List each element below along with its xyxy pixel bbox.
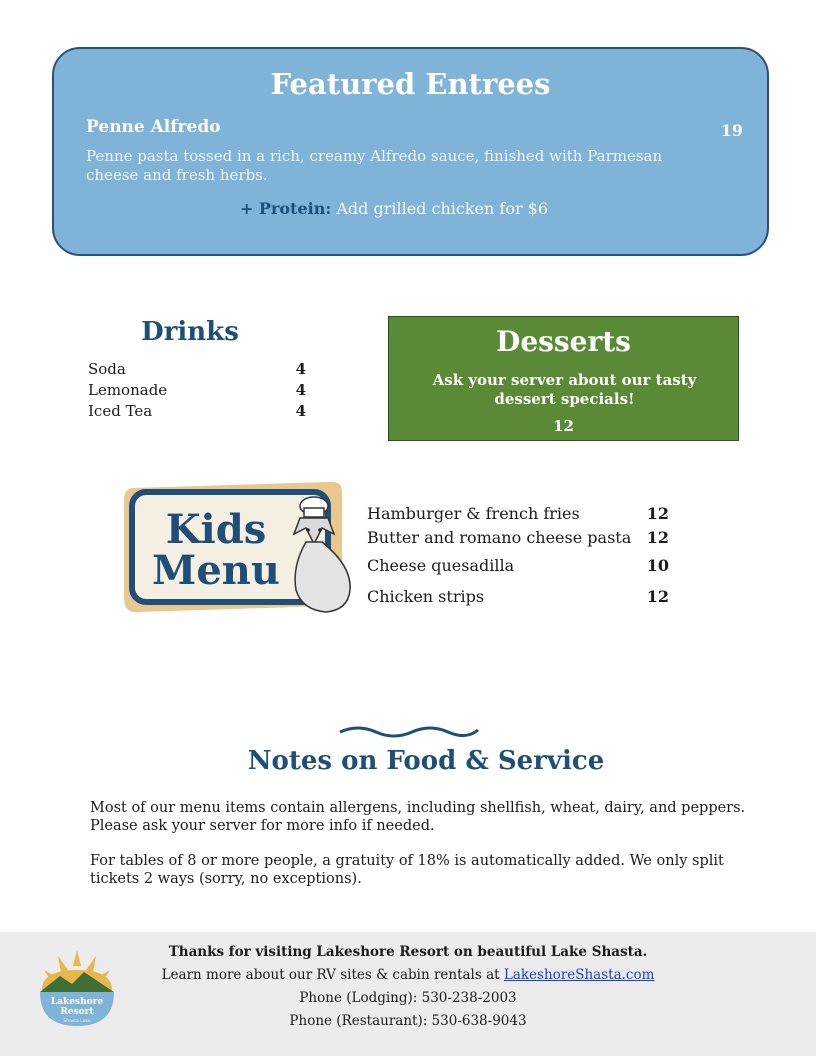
kids-item-name: Butter and romano cheese pasta bbox=[367, 528, 632, 547]
drink-name: Iced Tea bbox=[88, 402, 153, 420]
kids-item bbox=[367, 587, 669, 609]
website-link[interactable]: LakeshoreShasta.com bbox=[503, 967, 655, 983]
entree-price: 19 bbox=[720, 121, 743, 140]
footer-learn-more bbox=[0, 967, 816, 983]
kids-item-price: 12 bbox=[646, 504, 669, 523]
resort-logo-line2: Resort bbox=[60, 1007, 94, 1017]
featured-title: Featured Entrees bbox=[270, 67, 551, 101]
footer-thanks: Thanks for visiting Lakeshore Resort on beautiful Lake Shasta. bbox=[168, 944, 648, 960]
protein-addon bbox=[54, 199, 734, 218]
drink-item bbox=[88, 360, 306, 380]
phone-restaurant: Phone (Restaurant): 530-638-9043 bbox=[289, 1013, 527, 1029]
notes-paragraph: Most of our menu items contain allergens, including shellfish, wheat, dairy, and peppers. Please ask your server for more info if needed. bbox=[90, 800, 746, 834]
kids-item-price: 10 bbox=[646, 556, 669, 575]
wave-divider-icon bbox=[338, 724, 480, 742]
desserts-box bbox=[388, 316, 739, 441]
kids-item bbox=[367, 528, 669, 550]
notes-paragraph: For tables of 8 or more people, a gratuity of 18% is automatically added. We only split tickets 2 ways (sorry, no exceptions). bbox=[90, 853, 724, 887]
drink-price: 4 bbox=[295, 381, 306, 399]
desserts-price: 12 bbox=[553, 417, 574, 435]
resort-logo-line1: Lakeshore bbox=[50, 997, 104, 1007]
kids-item bbox=[367, 504, 669, 526]
lakeshore-resort-logo bbox=[38, 948, 116, 1028]
notes-title: Notes on Food & Service bbox=[247, 746, 605, 776]
resort-logo-line3: Shasta Lake bbox=[63, 1019, 91, 1024]
kids-logo-line1: Kids bbox=[165, 506, 267, 553]
kids-item bbox=[367, 556, 669, 578]
drink-name: Lemonade bbox=[88, 381, 168, 399]
drink-name: Soda bbox=[88, 360, 126, 378]
desserts-text: Ask your server about our tasty dessert specials! bbox=[432, 371, 697, 408]
phone-lodging: Phone (Lodging): 530-238-2003 bbox=[299, 990, 517, 1006]
kids-logo-line2: Menu bbox=[152, 547, 280, 594]
kids-item-name: Cheese quesadilla bbox=[367, 556, 515, 575]
featured-entrees-box bbox=[52, 47, 769, 256]
kids-item-name: Chicken strips bbox=[367, 587, 485, 606]
entree-name: Penne Alfredo bbox=[86, 117, 221, 137]
drink-item bbox=[88, 402, 306, 422]
footer bbox=[0, 932, 816, 1056]
protein-text: Add grilled chicken for $6 bbox=[336, 199, 549, 218]
desserts-title: Desserts bbox=[496, 325, 631, 358]
drink-price: 4 bbox=[295, 402, 306, 420]
drink-price: 4 bbox=[295, 360, 306, 378]
drinks-title: Drinks bbox=[141, 317, 239, 347]
entree-description: Penne pasta tossed in a rich, creamy Alfredo sauce, finished with Parmesan cheese and fresh herbs. bbox=[86, 147, 663, 184]
kids-item-name: Hamburger & french fries bbox=[367, 504, 580, 523]
drink-item bbox=[88, 381, 306, 401]
kids-menu-logo bbox=[116, 478, 356, 620]
kids-item-price: 12 bbox=[646, 528, 669, 547]
footer-learn-prefix: Learn more about our RV sites & cabin rentals at bbox=[161, 967, 504, 983]
kids-item-price: 12 bbox=[646, 587, 669, 606]
protein-label: + Protein: bbox=[239, 199, 332, 218]
